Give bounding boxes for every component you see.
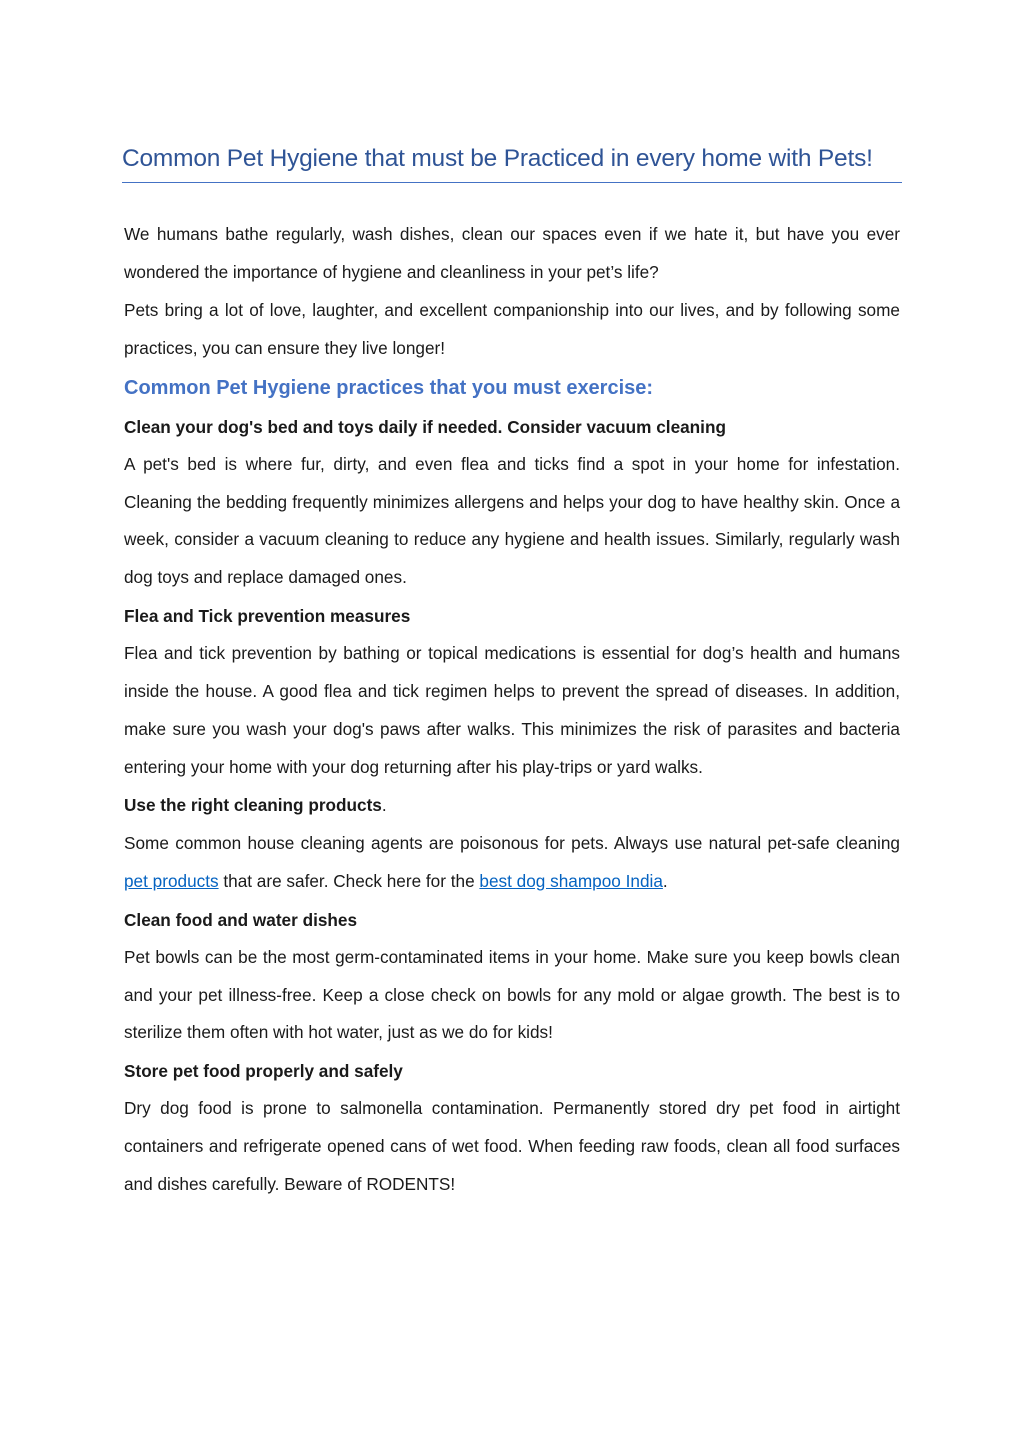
subheading-cleaning-products: Use the right cleaning products xyxy=(124,794,382,815)
paragraph-store-food: Dry dog food is prone to salmonella contamination. Permanently stored dry pet food in airtight containers and refrigerate opened cans of wet food. When feeding raw foods, clean all food surfaces and dishes carefully. Beware of RODENTS! xyxy=(124,1098,900,1195)
text-after-link: . xyxy=(662,870,668,891)
intro-paragraph-2: Pets bring a lot of love, laughter, and excellent companionship into our lives, and by following some practices, you can ensure they live longer! xyxy=(124,299,900,358)
pet-products-link[interactable]: pet products xyxy=(124,870,219,891)
section-heading: Common Pet Hygiene practices that you must exercise: xyxy=(124,376,654,399)
document-title: Common Pet Hygiene that must be Practiced in every home with Pets! xyxy=(122,144,902,183)
subheading-period: . xyxy=(381,794,387,815)
intro-paragraph-1: We humans bathe regularly, wash dishes, clean our spaces even if we hate it, but have you ever wondered the importance of hygiene and cleanliness in your pet’s life? xyxy=(124,224,900,282)
text-between-links: that are safer. Check here for the xyxy=(218,870,480,891)
paragraph-clean-bed: A pet's bed is where fur, dirty, and even flea and ticks find a spot in your home for infestation. Cleaning the bedding frequently minimizes allergens and helps your dog to have healthy skin. Once a week, consider a vacuum cleaning to reduce any hygiene and health issues. Similarly, regularly wash dog toys and replace damaged ones. xyxy=(124,453,900,588)
paragraph-cleaning-products xyxy=(124,825,900,901)
subheading-store-food: Store pet food properly and safely xyxy=(124,1061,403,1082)
subheading-flea-tick: Flea and Tick prevention measures xyxy=(124,606,411,627)
paragraph-flea-tick: Flea and tick prevention by bathing or topical medications is essential for dog’s health and humans inside the house. A good flea and tick regimen helps to prevent the spread of diseases. In addition, make sure you wash your dog's paws after walks. This minimizes the risk of parasites and bacteria entering your home with your dog returning after his play-trips or yard walks. xyxy=(124,643,900,777)
subheading-cleaning-products-line xyxy=(124,787,900,825)
best-dog-shampoo-link[interactable]: best dog shampoo India xyxy=(479,870,663,891)
paragraph-food-dishes: Pet bowls can be the most germ-contaminated items in your home. Make sure you keep bowls clean and your pet illness-free. Keep a close check on bowls for any mold or algae growth. The best is to sterilize them often with hot water, just as we do for kids! xyxy=(124,946,900,1043)
subheading-food-dishes: Clean food and water dishes xyxy=(124,909,358,930)
subheading-clean-bed: Clean your dog's bed and toys daily if needed. Consider vacuum cleaning xyxy=(124,416,726,437)
document-body xyxy=(124,216,900,1204)
text-before-link: Some common house cleaning agents are poisonous for pets. Always use natural pet-safe cleaning xyxy=(124,832,900,853)
